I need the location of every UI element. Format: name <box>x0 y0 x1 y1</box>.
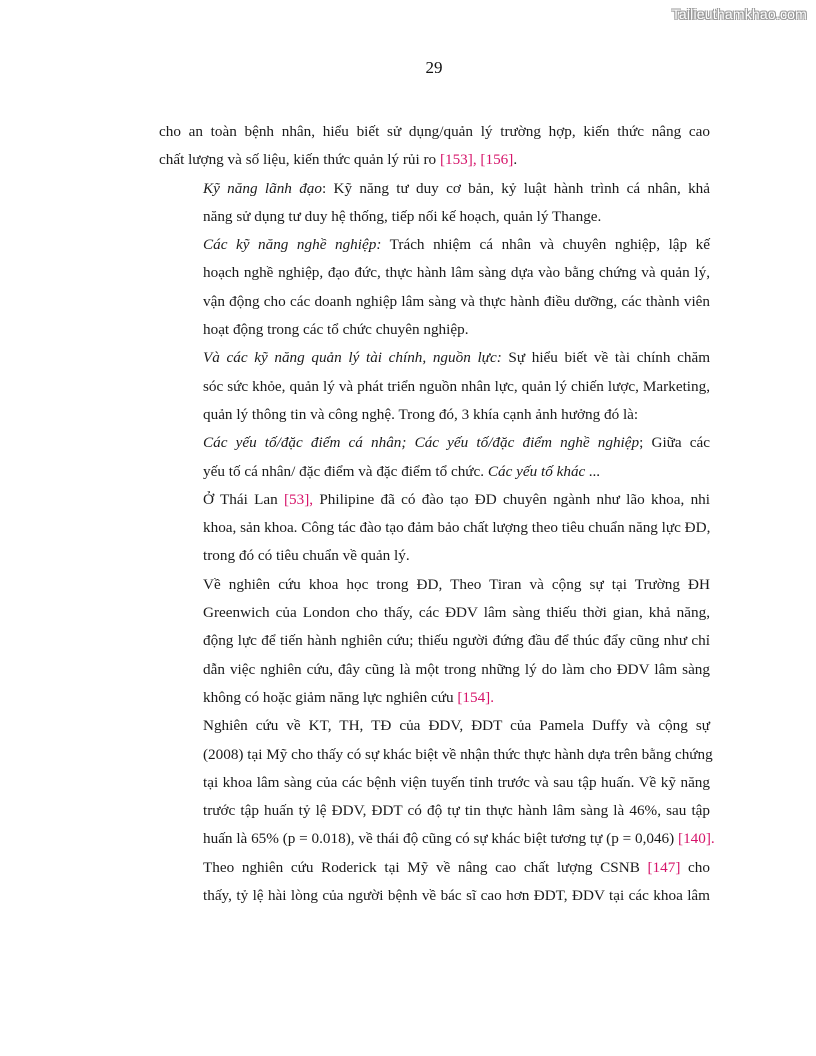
paragraph <box>159 486 710 571</box>
page-number: 29 <box>425 58 443 77</box>
body-text: Nghiên cứu về KT, TH, TĐ của ĐDV, ĐDT của Pamela Duffy và cộng sự <box>203 717 710 735</box>
body-text: chất lượng và số liệu, kiến thức quản lý rủi ro <box>159 151 440 169</box>
italic-text: Các yếu tố khác ... <box>487 462 601 480</box>
body-text: Sự hiểu biết về tài chính chăm <box>501 349 711 367</box>
body-text: Về nghiên cứu khoa học trong ĐD, Theo Tiran và cộng sự tại Trường ĐH <box>203 575 710 593</box>
body-text: ; Giữa các <box>639 434 710 452</box>
text-line <box>159 146 710 174</box>
body-text: Philipine đã có đào tạo ĐD chuyên ngành như lão khoa, nhi <box>313 490 710 508</box>
text-line <box>159 231 710 259</box>
citation-ref: [153], [156] <box>439 151 514 169</box>
text-line <box>159 882 710 910</box>
body-text: trước tập huấn tỷ lệ ĐDV, ĐDT có độ tự tin thực hành lâm sàng là 46%, sau tập <box>203 802 710 820</box>
text-line <box>159 571 710 599</box>
body-text: huấn là 65% (p = 0.018), về thái độ cũng có sự khác biệt tương tự (p = 0,046) <box>203 830 679 848</box>
paragraph <box>159 118 710 175</box>
text-line <box>159 797 710 825</box>
document-body <box>159 118 715 910</box>
text-line <box>159 712 710 740</box>
paragraph <box>159 344 710 429</box>
text-line <box>159 656 710 684</box>
body-text: vận động cho các doanh nghiệp lâm sàng và thực hành điều dưỡng, các thành viên <box>203 292 710 310</box>
paragraph <box>159 571 710 712</box>
body-text: sóc sức khỏe, quản lý và phát triển nguồn nhân lực, quản lý chiến lược, Marketing, <box>203 377 710 395</box>
body-text: trong đó có tiêu chuẩn về quản lý. <box>203 547 410 565</box>
text-line <box>159 684 710 712</box>
citation-ref: [53], <box>283 490 314 508</box>
body-text: năng sử dụng tư duy hệ thống, tiếp nối kế hoạch, quản lý Thange. <box>203 207 602 225</box>
text-line <box>159 741 713 769</box>
body-text: hoạch nghề nghiệp, đạo đức, thực hành lâm sàng dựa vào bằng chứng và quản lý, <box>203 264 710 282</box>
citation-ref: [140]. <box>678 830 715 848</box>
body-text: quản lý thông tin và công nghệ. Trong đó, 3 khía cạnh ảnh hưởng đó là: <box>203 405 639 423</box>
paragraph <box>159 712 715 853</box>
text-line <box>159 429 710 457</box>
body-text: cho an toàn bệnh nhân, hiểu biết sử dụng/quản lý trường hợp, kiến thức nâng cao <box>159 123 710 140</box>
body-text: khoa, sản khoa. Công tác đào tạo đảm bảo chất lượng theo tiêu chuẩn năng lực ĐD, <box>203 519 711 537</box>
citation-ref: [154]. <box>457 688 495 706</box>
body-text: động lực để tiến hành nghiên cứu; thiếu người đứng đầu để thúc đẩy cũng như chỉ <box>203 632 710 650</box>
body-text: hoạt động trong các tổ chức chuyên nghiệp. <box>203 321 469 339</box>
body-text: Theo nghiên cứu Roderick tại Mỹ về nâng cao chất lượng CSNB <box>203 858 648 876</box>
body-text: . <box>513 151 518 169</box>
body-text: cho <box>680 858 710 876</box>
text-line <box>159 288 710 316</box>
body-text: Ở Thái Lan <box>203 490 284 508</box>
italic-text: Kỹ năng lãnh đạo <box>203 179 322 197</box>
text-line <box>159 458 710 486</box>
paragraph <box>159 175 710 232</box>
text-line <box>159 401 710 429</box>
body-text: thấy, tỷ lệ hài lòng của người bệnh về bác sĩ cao hơn ĐDT, ĐDV tại các khoa lâm <box>203 887 710 905</box>
text-line <box>159 373 710 401</box>
italic-text: Các yếu tố/đặc điểm cá nhân; Các yếu tố/đặc điểm nghề nghiệp <box>203 434 640 452</box>
text-line <box>159 118 710 146</box>
text-line <box>159 203 710 231</box>
text-line <box>159 175 710 203</box>
text-line <box>159 854 710 882</box>
body-text: tại khoa lâm sàng của các bệnh viện tuyến tỉnh trước và sau tập huấn. Về kỹ năng <box>203 773 710 791</box>
text-line <box>159 316 710 344</box>
text-line <box>159 769 710 797</box>
text-line <box>159 486 710 514</box>
body-text: Greenwich của London cho thấy, các ĐDV lâm sàng thiếu thời gian, khả năng, <box>203 604 710 622</box>
italic-text: Và các kỹ năng quản lý tài chính, nguồn lực: <box>203 349 502 367</box>
paragraph <box>159 429 710 486</box>
text-line <box>159 542 710 570</box>
paragraph <box>159 231 710 344</box>
text-line <box>159 825 715 853</box>
paragraph <box>159 854 710 911</box>
body-text: yếu tố cá nhân/ đặc điểm và đặc điểm tổ chức. <box>203 462 488 480</box>
text-line <box>159 599 710 627</box>
watermark: Tailieuthamkhao.com <box>671 6 807 22</box>
citation-ref: [147] <box>647 858 681 876</box>
text-line <box>159 514 710 542</box>
body-text: không có hoặc giảm năng lực nghiên cứu <box>203 688 458 706</box>
body-text: Trách nhiệm cá nhân và chuyên nghiệp, lập kế <box>381 236 710 254</box>
body-text: dẫn việc nghiên cứu, đây cũng là một trong những lý do làm cho ĐDV lâm sàng <box>203 660 710 678</box>
text-line <box>159 627 710 655</box>
text-line <box>159 259 710 287</box>
italic-text: Các kỹ năng nghề nghiệp: <box>203 236 382 254</box>
body-text: (2008) tại Mỹ cho thấy có sự khác biệt về nhận thức thực hành dựa trên bằng chứng <box>203 745 713 763</box>
text-line <box>159 344 710 372</box>
body-text: : Kỹ năng tư duy cơ bản, kỷ luật hành trình cá nhân, khả <box>321 179 711 197</box>
